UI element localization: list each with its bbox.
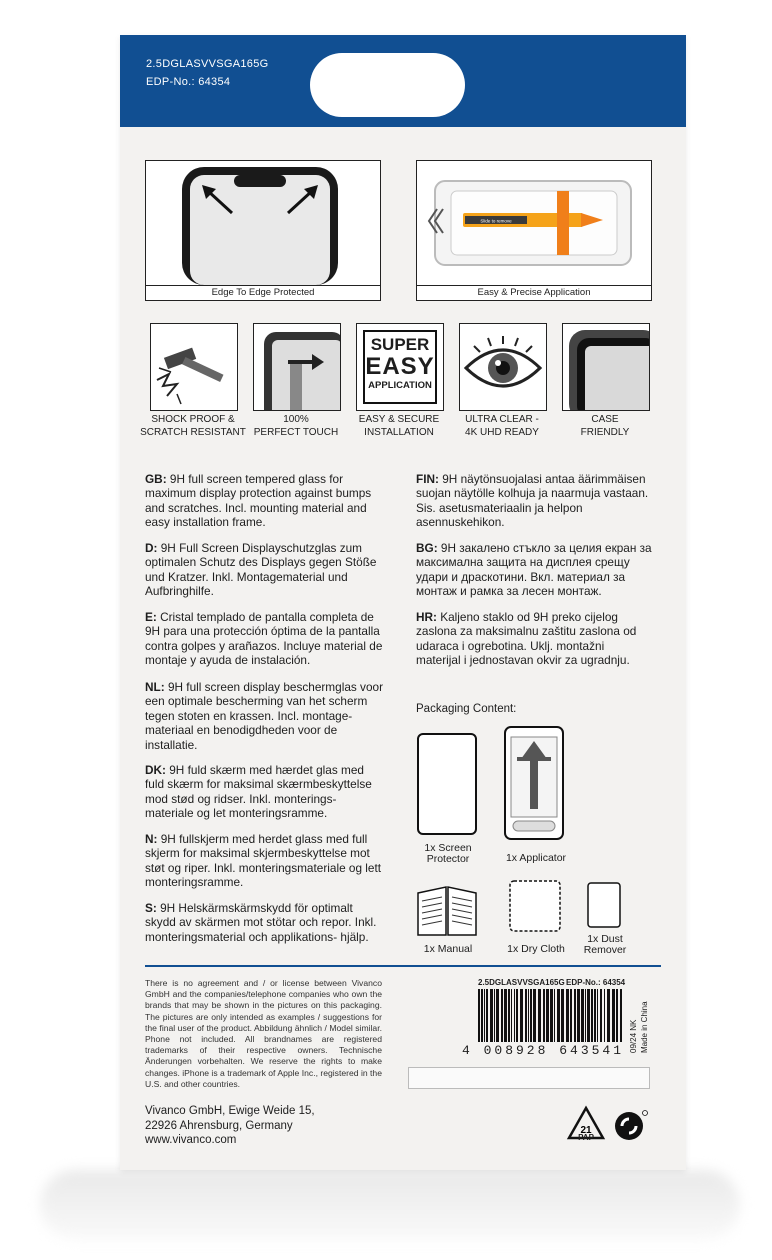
feature-label-case [550,413,660,439]
barcode-bar [581,989,584,1042]
desc-fin [416,472,652,530]
phone-illustration [146,161,380,285]
lang-code: S: [145,901,157,915]
pack-label-manual: 1x Manual [423,943,473,955]
desc-s [145,901,385,944]
badge-line2: EASY [365,353,435,380]
barcode-bar [566,989,569,1042]
lang-code: FIN: [416,472,439,486]
barcode-bar [577,989,580,1042]
edp-number: EDP-No.: 64354 [146,76,231,88]
barcode-bar [494,989,495,1042]
picture-caption-1: Edge To Edge Protected [146,285,380,300]
packaging-title: Packaging Content: [416,703,517,715]
desc-d [145,541,385,599]
feature-line: EASY & SECURE [358,414,440,425]
barcode-bar [514,989,515,1042]
feature-line: FRIENDLY [580,427,630,438]
feature-line: INSTALLATION [364,427,434,438]
barcode-bar [525,989,527,1042]
recycle-label: PAP [578,1133,594,1142]
hang-hole [310,53,465,117]
barcode-bar [604,989,605,1042]
barcode-product-code: 2.5DGLASVVSGA165G [478,978,565,987]
package-back [120,35,686,1170]
barcode [478,989,624,1042]
desc-text: 9H full screen tempered glass for maximum display protection against bumps and scratches. Incl. mounting material and easy installation frame. [145,472,372,530]
desc-dk [145,763,385,821]
lang-code: GB: [145,472,167,486]
dust-remover-icon [586,881,622,929]
barcode-bar [585,989,586,1042]
pack-line: 1x Dust [587,933,623,945]
barcode-bar [561,989,564,1042]
address-line: 22926 Ahrensburg, Germany [145,1119,293,1132]
barcode-bar [597,989,598,1042]
hammer-icon [150,323,238,411]
barcode-bar [594,989,596,1042]
feature-label-clear [447,413,557,439]
address-line: www.vivanco.com [145,1134,237,1146]
desc-text: 9H fullskjerm med herdet glass med full skjerm for maksimal skjermbeskyttelse mot støt og riper. Inkl. monteringsmateriale og lett monteringsramme. [145,832,382,890]
address-line: Vivanco GmbH, Ewige Weide 15, [145,1105,315,1117]
barcode-bar [504,989,507,1042]
lang-code: E: [145,610,157,624]
feature-line: 4K UHD READY [465,427,539,438]
lang-code: N: [145,832,158,846]
barcode-bar [574,989,576,1042]
feature-line: PERFECT TOUCH [253,427,339,438]
recycle-number: 21 [580,1125,592,1136]
barcode-bar [546,989,549,1042]
desc-text: Kaljeno staklo od 9H preko cijelog zaslona za maksimalnu zaštitu zaslona od udaraca i ogrebotina. Uklj. montažni materijal i jednostavan okvir za ugradnju. [416,610,637,668]
pack-label-cloth: 1x Dry Cloth [507,943,565,955]
barcode-bar [484,989,485,1042]
package-shadow [40,1170,740,1240]
feature-label-install [344,413,454,439]
barcode-bar [490,989,493,1042]
barcode-bar [587,989,590,1042]
green-dot-icon [614,1109,648,1143]
country-of-origin: Made in China [640,1001,649,1053]
barcode-bar [591,989,593,1042]
barcode-bar [554,989,555,1042]
eye-icon [459,323,547,411]
barcode-bar [612,989,615,1042]
pack-label-applicator: 1x Applicator [505,852,567,864]
pack-line: 1x Screen [424,842,472,854]
lang-code: D: [145,541,158,555]
screen-protector-icon [416,732,478,836]
barcode-bar [501,989,503,1042]
barcode-bar [570,989,572,1042]
barcode-bar [481,989,483,1042]
touch-icon [253,323,341,411]
print-date: 09/24 NK [629,1019,638,1053]
desc-n [145,832,385,890]
badge-line1: SUPER [370,335,430,354]
barcode-bar [486,989,488,1042]
feature-label-touch [241,413,351,439]
blue-divider [145,965,661,967]
barcode-bar [478,989,480,1042]
application-image [416,160,652,301]
desc-text: Cristal templado de pantalla completa de 9H para una protección óptima de la pantalla contra golpes y arañazos. Incluye material de montaje y ayuda de instalación. [145,610,383,668]
lang-code: HR: [416,610,437,624]
feature-line: CASE [591,414,619,425]
super-easy-badge [356,323,444,411]
feature-line: SCRATCH RESISTANT [140,427,246,438]
barcode-bar [516,989,518,1042]
barcode-bar [607,989,610,1042]
barcode-bar [538,989,541,1042]
lang-code: NL: [145,680,165,694]
applicator-illustration [417,161,651,285]
barcode-bar [600,989,602,1042]
barcode-edp: EDP-No.: 64354 [566,978,626,987]
desc-text: 9H Full Screen Displayschutzglas zum optimalen Schutz des Displays gegen Stöße und Kratzer. Inkl. Montagematerial und Aufbringhilfe. [145,541,377,599]
barcode-number: 4 008928 643541 [462,1043,625,1058]
legal-disclaimer: There is no agreement and / or license between Vivanco GmbH and the companies/telephone companies who own the brands that may be shown in the pictures on this packaging. The pictures are only intended as examples / suggestions for the final user of the product. Abbildung ähnlich / Model similar. Phone not included. All brandnames are registered trademarks of their respective owners. Technische Änderungen vorbehalten. We reserve the rights to make changes. iPhone is a trademark of Apple Inc., registered in the U.S. and other countries. [145,978,382,1089]
pack-label-protector [410,843,486,865]
product-code: 2.5DGLASVVSGA165G [146,58,269,70]
applicator-tab-text: Slide to remove [480,218,512,224]
desc-text: 9H fuld skærm med hærdet glas med fuld skærm for maksimal skærmbeskyttelse mod stød og ridser. Inkl. monterings- materiale og let monteringsramme. [145,763,372,821]
lang-code: BG: [416,541,438,555]
barcode-bar [557,989,560,1042]
desc-text: 9H закалено стъкло за целия екран за максимална защита на дисплея срещу удари и драскотини. Вкл. материал за монтаж и рамка за лесен монтаж. [416,541,652,599]
barcode-bar [511,989,512,1042]
barcode-bar [550,989,553,1042]
dry-cloth-icon [506,877,564,935]
barcode-bar [508,989,510,1042]
pack-line: Remover [583,944,627,956]
barcode-bar [616,989,618,1042]
barcode-bar [528,989,529,1042]
barcode-bar [533,989,536,1042]
label-field [408,1067,650,1089]
company-address [145,1104,315,1148]
manual-icon [416,885,478,937]
desc-hr [416,610,652,668]
desc-text: 9H Helskärmskärmskydd för optimalt skydd av skärmen mot stötar och repor. Inkl. monteringsmaterial och applikations- hjälp. [145,901,377,944]
barcode-bar [530,989,532,1042]
feature-label-shock [138,413,248,439]
barcode-bar [620,989,622,1042]
barcode-bar [543,989,545,1042]
pack-line: Protector [426,853,470,865]
pack-label-dust [572,934,638,956]
applicator-icon [503,725,565,841]
badge-line3: APPLICATION [368,380,432,391]
blue-header [120,35,686,127]
picture-caption-2: Easy & Precise Application [417,285,651,300]
desc-text: 9H näytönsuojalasi antaa äärimmäisen suojan näytölle kolhuja ja naarmuja vastaan. Sis. asetusmateriaalin ja helpon asennuskehikon. [416,472,649,530]
desc-bg [416,541,652,599]
feature-line: 100% [283,414,309,425]
barcode-bar [520,989,523,1042]
lang-code: DK: [145,763,166,777]
edge-to-edge-image [145,160,381,301]
desc-text: 9H full screen display beschermglas voor een optimale bescherming van het scherm tegen stoten en krassen. Incl. montage- materiaal en benodigdheden voor de installatie. [145,680,384,752]
feature-line: ULTRA CLEAR - [465,414,539,425]
desc-e [145,610,385,668]
case-icon [562,323,650,411]
feature-line: SHOCK PROOF & [151,414,235,425]
barcode-bar [496,989,499,1042]
desc-gb [145,472,385,530]
desc-nl [145,680,385,752]
